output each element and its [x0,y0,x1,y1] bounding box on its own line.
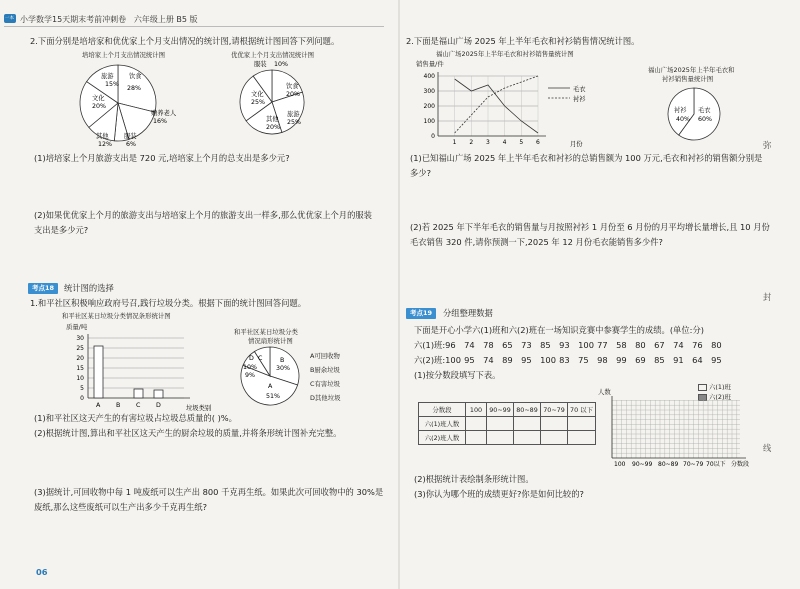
legend-sweater: 毛衣 [573,86,586,93]
score-value: 100 [578,340,594,350]
score-value: 93 [559,340,570,350]
pie1-val-qita: 12% [98,141,112,148]
table-header: 分数段 [419,403,466,417]
line-xtick: 5 [519,139,524,146]
bar-A [94,346,103,398]
bar-C [134,389,143,398]
score-value: 95 [521,355,532,365]
bar-title: 和平社区某日垃圾分类情况条形统计图 [62,312,171,320]
bar-category: C [136,402,141,409]
grid-xtick: 90~99 [632,461,653,468]
grid-legend-1: 六(1)班 [698,383,731,391]
score-value: 78 [483,340,494,350]
left-q1-sub2: (2)根据统计图,算出和平社区这天产生的厨余垃圾的质量,并将条形统计图补充完整。 [34,428,342,438]
score-value: 74 [483,355,494,365]
table-cell[interactable] [568,417,596,431]
pie1-label-yinshi: 饮食 [129,73,142,80]
legend-d: D其他垃圾 [310,394,341,402]
pie4-title-1: 福山广场2025年上半年毛衣和 [648,66,735,74]
line-ytick: 100 [423,118,435,125]
pie1-chart [70,58,200,150]
score-value: 91 [673,355,684,365]
table-header: 70~79 [541,403,568,417]
brand-logo: 一本 [5,16,14,21]
pie4-val-shirt: 40% [676,116,690,123]
right-q2-sub2-line1: (2)若 2025 年下半年毛衣的销售量与月按照衬衫 1 月份至 6 月份的月平均增长量增长,且 10 月份 [410,222,770,232]
pie2-label-qita: 其他 [266,116,279,123]
class1-scores: 六(1)班:96 74 78 65 73 85 93 100 77 58 80 67 74 76 80 [414,340,730,351]
margin-char-3: 线 [763,443,772,453]
pie2-label-lvyou: 旅游 [287,111,300,118]
pie4-chart [664,84,724,144]
table-cell[interactable] [514,431,541,445]
bar-D [154,390,163,398]
grid-lines [612,396,746,458]
pie4-title-2: 衬衫销售量统计图 [662,75,714,83]
bar-chart-body [76,334,190,409]
pie2-label-yinshi: 饮食 [286,83,299,90]
page-spine [398,0,400,589]
bar-ytick: 25 [76,345,84,352]
bar-chart [58,330,228,414]
table-cell[interactable] [541,417,568,431]
bar-ytick: 15 [76,365,84,372]
blank-grid-chart[interactable] [598,396,768,470]
table-header: 90~99 [487,403,514,417]
margin-char-1: 弥 [763,140,772,150]
legend-shirt: 衬衫 [573,96,586,103]
score-value: 89 [502,355,513,365]
table-cell[interactable] [514,417,541,431]
pie3-val-d: 9% [245,372,255,379]
table-row [419,417,596,431]
line-ytick: 400 [423,73,435,80]
line-ytick: 300 [423,88,435,95]
bar-ylabel: 质量/吨 [66,323,88,331]
header-grade: 六年级上册 B5 版 [133,15,198,24]
score-value: 83 [559,355,570,365]
score-value: 80 [635,340,646,350]
bar-category: D [156,402,161,409]
table-cell[interactable] [541,431,568,445]
left-q2-sub1: (1)培培家上个月旅游支出是 720 元,培培家上个月的总支出是多少元? [34,153,290,163]
left-q2-title: 2.下面分别是培培家和优优家上个月支出情况的统计图,请根据统计图回答下列问题。 [30,36,340,46]
pie1-val-wenhua: 20% [92,103,106,110]
grid-xtick: 70以下 [706,461,726,468]
score-value: 85 [540,340,551,350]
group-sub3: (3)你认为哪个班的成绩更好?你是如何比较的? [414,489,584,499]
grid-xtick: 80~89 [658,461,679,468]
line-chart-body [424,72,546,146]
line-xtick: 3 [486,139,490,146]
pie1-label-shanyang: 赡养老人 [151,110,177,117]
table-cell[interactable] [487,431,514,445]
score-value: 58 [616,340,627,350]
line-title: 福山广场2025年上半年毛衣和衬衫销售量统计图 [436,50,574,58]
pie1-label-lvyou: 旅游 [101,73,114,80]
score-value: 100 [540,355,556,365]
left-q1-title: 1.和平社区积极响应政府号召,践行垃圾分类。根据下面的统计图回答问题。 [30,298,307,308]
score-value: 100 [445,355,461,365]
pie1-label-qita: 其他 [96,133,109,140]
left-q2-sub2-line2: 支出是多少元? [34,225,89,235]
grid-xticks [614,460,749,468]
score-value: 95 [711,355,722,365]
pie2-label-fuzhuang: 服装 [254,61,267,68]
pie1-title: 培培家上个月支出情况统计图 [82,51,166,59]
bar-ytick: 0 [80,395,84,402]
pie3-label-c: C [258,355,263,362]
pie4-label-sweater: 毛衣 [698,107,711,114]
line-xlabel: 月份 [570,141,583,148]
right-q2-sub1-line2: 多少? [410,168,431,178]
bar-ytick: 5 [80,385,84,392]
table-cell[interactable] [466,417,487,431]
score-value: 74 [673,340,684,350]
score-value: 99 [616,355,627,365]
score-value: 69 [635,355,646,365]
bar-ytick: 10 [76,375,84,382]
line-ylabel: 销售量/件 [416,60,444,68]
line-xtick: 2 [469,139,474,146]
grid-xlabel: 分数段 [731,461,750,468]
line-ytick: 200 [423,103,435,110]
score-value: 65 [502,340,513,350]
table-row-label: 六(2)班人数 [419,431,466,445]
bar-ytick: 30 [76,335,84,342]
pie2-title: 优优家上个月支出情况统计图 [231,51,315,59]
class1-score-list [445,340,730,350]
score-value: 80 [711,340,722,350]
right-q2-sub1-line1: (1)已知福山广场 2025 年上半年毛衣和衬衫的总销售额为 100 万元,毛衣和衬衫的销售额分别是 [410,153,763,163]
pie2-val-wenhua: 25% [251,99,265,106]
pie2-val-yinshi: 20% [286,91,300,98]
pie1-label-fuzhuang: 服装 [124,133,137,140]
line-xtick: 6 [536,139,540,146]
score-value: 64 [692,355,703,365]
pie2-val-fuzhuang: 10% [274,61,288,68]
grid-ylabel: 人数 [598,388,611,396]
score-value: 73 [521,340,532,350]
grid-legend-2: 六(2)班 [698,393,731,401]
pie1-val-yinshi: 28% [127,85,141,92]
table-cell[interactable] [466,431,487,445]
right-q2-sub2-line2: 毛衣销售 320 件,请你预测一下,2025 年 12 月份毛衣能销售多少件? [410,237,663,247]
pie3-val-b: 30% [276,365,290,372]
score-value: 75 [578,355,589,365]
margin-char-2: 封 [763,292,772,302]
group-sub1: (1)按分数段填写下表。 [414,370,501,380]
pie2-val-qita: 20% [266,124,280,131]
pie3-title-1: 和平社区某日垃圾分类 [234,328,298,336]
table-header-row [419,403,596,417]
pie3-label-d: D [249,355,254,362]
pie2-val-lvyou: 25% [287,119,301,126]
table-row [419,431,596,445]
score-value: 96 [445,340,456,350]
pie3-label-a: A [268,383,273,390]
table-header: 80~89 [514,403,541,417]
pie1-val-shanyang: 16% [153,118,167,125]
score-table [418,402,596,445]
class2-score-list [445,355,730,365]
score-value: 74 [464,340,475,350]
pie4-label-shirt: 衬衫 [674,107,687,114]
section18-title: 统计图的选择 [64,283,114,293]
pie3-title-2: 情况扇形统计图 [248,337,293,345]
left-q1-sub3-line2: 废纸,那么这些废纸可以生产出多少千克再生纸? [34,502,207,512]
grid-xtick: 70~79 [683,461,704,468]
bar-xlabel: 垃圾类别 [186,405,212,412]
bar-ytick: 20 [76,355,84,362]
pie4-slices [668,88,720,140]
section18-badge: 考点18 [28,283,58,294]
score-value: 95 [464,355,475,365]
pie4-val-sweater: 60% [698,116,712,123]
score-value: 76 [692,340,703,350]
legend-a: A可回收物 [310,352,340,360]
table-cell[interactable] [487,417,514,431]
legend-c: C有害垃圾 [310,380,341,388]
header-rule [4,26,384,27]
header-title: 小学数学15天期末考前冲刺卷 六年级上册 B5 版 [20,15,198,24]
line-chart [410,66,610,150]
right-q2-title: 2.下面是福山广场 2025 年上半年毛衣和衬衫销售情况统计图。 [406,36,640,46]
line-ytick: 0 [431,133,435,140]
table-header: 100 [466,403,487,417]
group-intro: 下面是开心小学六(1)班和六(2)班在一场知识竞赛中参赛学生的成绩。(单位:分) [414,325,704,335]
score-value: 85 [654,355,665,365]
score-value: 67 [654,340,665,350]
left-q2-sub2-line1: (2)如果优优家上个月的旅游支出与培培家上个月的旅游支出一样多,那么优优家上个月的服装 [34,210,372,220]
legend-b: B厨余垃圾 [310,366,340,374]
pie3-val-a: 51% [266,393,280,400]
group-sub2: (2)根据统计表绘制条形统计图。 [414,474,534,484]
page-number: 06 [36,567,48,577]
pie2-label-wenhua: 文化 [251,91,264,98]
pie3-chart [236,344,308,408]
section19-title: 分组整理数据 [443,308,493,318]
pie3-val-c: 10% [243,364,257,371]
score-value: 77 [597,340,608,350]
bar-category: B [116,402,121,409]
bar-category: A [96,402,101,409]
line-xtick: 4 [502,139,507,146]
line-xtick: 1 [452,139,457,146]
class2-scores: 六(2)班:100 95 74 89 95 100 83 75 98 99 69 85 91 64 95 [414,355,730,366]
pie1-val-lvyou: 15% [105,81,119,88]
table-row-label: 六(1)班人数 [419,417,466,431]
table-cell[interactable] [568,431,596,445]
pie2-chart [230,58,350,138]
table-header: 70 以下 [568,403,596,417]
grid-xtick: 100 [614,461,626,468]
pie3-label-b: B [280,357,285,364]
section19-badge: 考点19 [406,308,436,319]
pie1-val-fuzhuang: 6% [126,141,136,148]
left-q1-sub1: (1)和平社区这天产生的有害垃圾占垃圾总质量的( )%。 [34,413,237,423]
score-value: 98 [597,355,608,365]
pie1-label-wenhua: 文化 [92,95,105,102]
left-q1-sub3-line1: (3)据统计,可回收物中每 1 吨废纸可以生产出 800 千克再生纸。如果此次可回收物中的 30%是 [34,487,384,497]
